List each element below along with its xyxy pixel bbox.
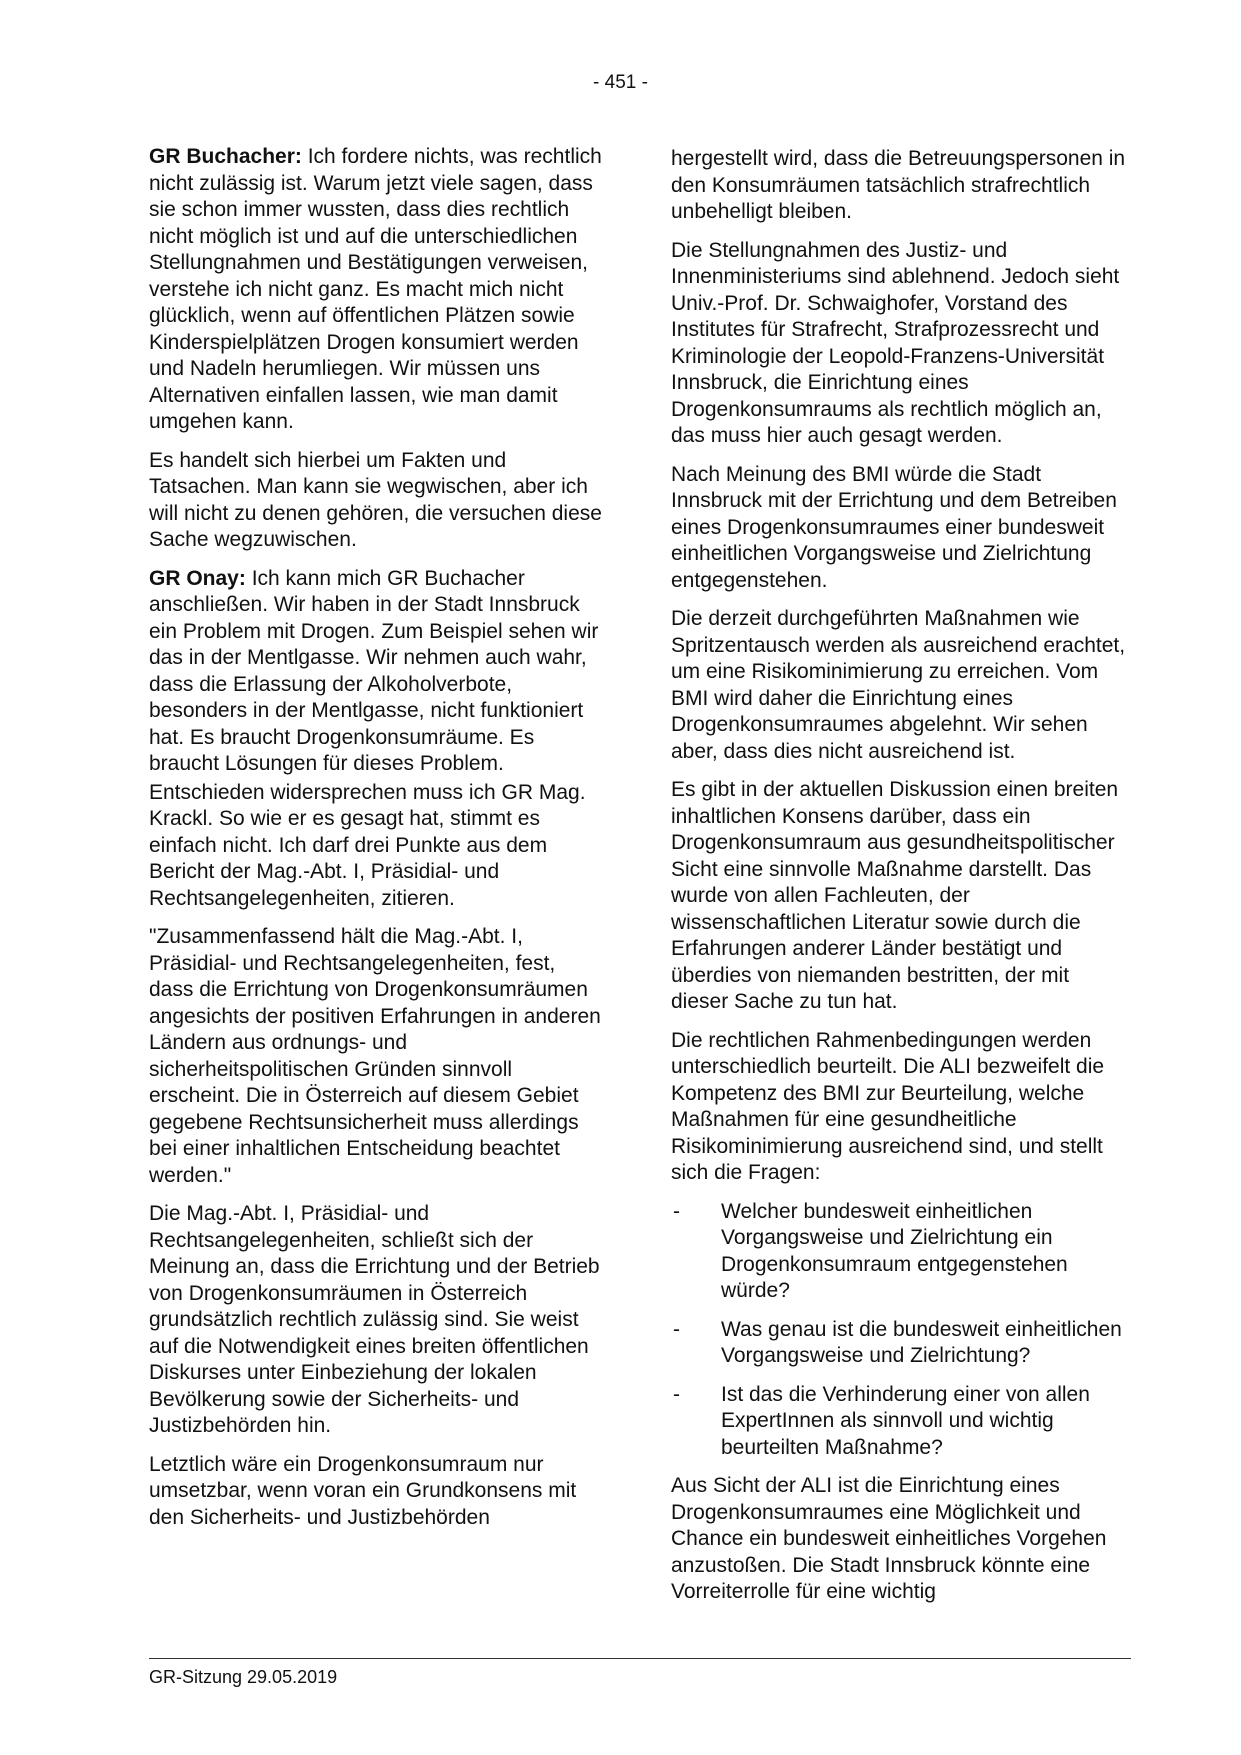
footer-session-date: GR-Sitzung 29.05.2019 [149, 1667, 338, 1687]
paragraph: Die Stellungnahmen des Justiz- und Innenministeriums sind ablehnend. Jedoch sieht Univ.-Prof. Dr. Schwaighofer, Vorstand des Institutes für Strafrecht, Strafprozessrecht und Kriminologie der Leopold-Franzens-Universität Innsbruck, die Einrichtung eines Drogenkonsumraums als rechtlich möglich an, das muss hier auch gesagt werden. [671, 238, 1120, 447]
question-list [671, 1199, 1131, 1462]
list-item-text: Was genau ist die bundesweit einheitlichen Vorgangsweise und Zielrichtung? [721, 1317, 1122, 1367]
paragraph: hergestellt wird, dass die Betreuungspersonen in den Konsumräumen tatsächlich strafrechtlich unbehelligt bleiben. [671, 147, 1126, 223]
list-item [671, 1317, 1131, 1370]
quote-paragraph: "Zusammenfassend hält die Mag.-Abt. I, Präsidial- und Rechtsangelegenheiten, fest, dass die Errichtung von Drogenkonsumräumen angesichts der positiven Erfahrungen in anderen Ländern aus ordnungs- und sicherheitspolitischen Gründen sinnvoll erscheint. Die in Österreich auf diesem Gebiet gegebene Rechtsunsicherheit muss allerdings bei einer inhaltlichen Entscheidung beachtet werden." [149, 925, 601, 1187]
paragraph: Letztlich wäre ein Drogenkonsumraum nur umsetzbar, wenn voran ein Grundkonsens mit den Sicherheits- und Justizbehörden [149, 1452, 577, 1529]
paragraph: Es gibt in der aktuellen Diskussion einen breiten inhaltlichen Konsens darüber, dass ein Drogenkonsumraum aus gesundheitspolitischer Sicht eine sinnvolle Maßnahme darstellt. Das wurde von allen Fachleuten, der wissenschaftlichen Literatur sowie durch die Erfahrungen anderer Länder bestätigt und überdies von niemanden bestritten, der mit dieser Sache zu tun hat. [671, 778, 1119, 1013]
paragraph: Aus Sicht der ALI ist die Einrichtung eines Drogenkonsumraumes eine Möglichkeit und Chance ein bundesweit einheitliches Vorgehen anzustoßen. Die Stadt Innsbruck könnte eine Vorreiterrolle für eine wichtig [671, 1474, 1107, 1603]
paragraph-text: Ich fordere nichts, was rechtlich nicht zulässig ist. Warum jetzt viele sagen, dass sie schon immer wussten, dass dies rechtlich nicht möglich ist und auf die unterschiedlichen Stellungnahmen und Bestätigungen verweisen, verstehe ich nicht ganz. Es macht mich nicht glücklich, wenn auf öffentlichen Plätzen sowie Kinderspielplätzen Drogen konsumiert werden und Nadeln herumliegen. Wir müssen uns Alternativen einfallen lassen, wie man damit umgehen kann. [149, 145, 602, 433]
page-number: - 451 - [593, 72, 648, 93]
footer-divider [149, 1658, 1131, 1659]
dash-bullet: - [673, 1382, 680, 1406]
speaker-name: GR Onay: [149, 566, 246, 590]
left-column [149, 144, 604, 1543]
dash-bullet: - [673, 1317, 680, 1341]
speaker-name: GR Buchacher: [149, 145, 302, 168]
list-item [671, 1382, 1131, 1462]
dash-bullet: - [673, 1199, 680, 1223]
list-item-text: Welcher bundesweit einheitlichen Vorgangsweise und Zielrichtung ein Drogenkonsumraum entgegenstehen würde? [721, 1199, 1068, 1302]
paragraph-onay [149, 566, 604, 778]
paragraph-text: Ich kann mich GR Buchacher anschließen. Wir haben in der Stadt Innsbruck ein Problem mit Drogen. Zum Beispiel sehen wir das in der Mentlgasse. Wir nehmen auch wahr, dass die Erlassung der Alkoholverbote, besonders in der Mentlgasse, nicht funktioniert hat. Es braucht Drogenkonsumräume. Es braucht Lösungen für dieses Problem. [149, 566, 599, 775]
paragraph: Es handelt sich hierbei um Fakten und Tatsachen. Man kann sie wegwischen, aber ich will nicht zu denen gehören, die versuchen diese Sache wegzuwischen. [149, 448, 602, 551]
paragraph: Die Mag.-Abt. I, Präsidial- und Rechtsangelegenheiten, schließt sich der Meinung an, dass die Errichtung und der Betrieb von Drogenkonsumräumen in Österreich grundsätzlich rechtlich zulässig sind. Sie weist auf die Notwendigkeit eines breiten öffentlichen Diskurses unter Einbeziehung der lokalen Bevölkerung sowie der Sicherheits- und Justizbehörden hin. [149, 1202, 600, 1437]
right-column [671, 146, 1131, 1618]
paragraph-buchacher [149, 144, 604, 436]
paragraph: Nach Meinung des BMI würde die Stadt Innsbruck mit der Errichtung und dem Betreiben eines Drogenkonsumraumes einer bundesweit einheitlichen Vorgangsweise und Zielrichtung entgegenstehen. [671, 462, 1117, 592]
list-item [671, 1199, 1131, 1305]
paragraph: Die rechtlichen Rahmenbedingungen werden unterschiedlich beurteilt. Die ALI bezweifelt die Kompetenz des BMI zur Beurteilung, welche Maßnahmen für eine gesundheitliche Risikominimierung ausreichend sind, und stellt sich die Fragen: [671, 1028, 1105, 1184]
list-item-text: Ist das die Verhinderung einer von allen ExpertInnen als sinnvoll und wichtig beurteilten Maßnahme? [721, 1382, 1090, 1459]
paragraph: Entschieden widersprechen muss ich GR Mag. Krackl. So wie er es gesagt hat, stimmt es einfach nicht. Ich darf drei Punkte aus dem Bericht der Mag.-Abt. I, Präsidial- und Rechtsangelegenheiten, zitieren. [149, 780, 586, 910]
paragraph: Die derzeit durchgeführten Maßnahmen wie Spritzentausch werden als ausreichend erachtet, um eine Risikominimierung zu erreichen. Vom BMI wird daher die Einrichtung eines Drogenkonsumraumes abgelehnt. Wir sehen aber, dass dies nicht ausreichend ist. [671, 607, 1126, 763]
